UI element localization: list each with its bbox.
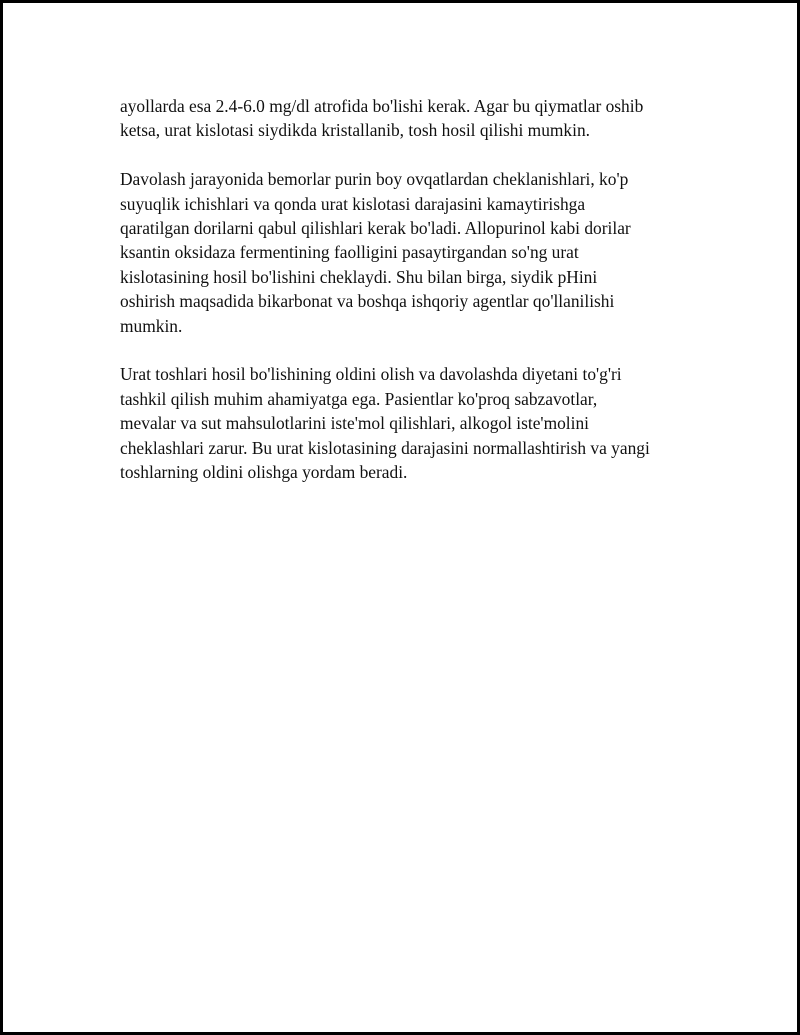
- text-line: ksantin oksidaza fermentining faolligini pasaytirgandan so'ng urat: [120, 242, 579, 263]
- text-line: mumkin.: [120, 315, 183, 336]
- paragraph-prevention-diet: [120, 362, 700, 484]
- text-line: ayollarda esa 2.4-6.0 mg/dl atrofida bo'lishi kerak. Agar bu qiymatlar oshib: [120, 96, 644, 116]
- text-line: kislotasining hosil bo'lishini cheklaydi. Shu bilan birga, siydik pHini: [120, 266, 598, 287]
- text-line: toshlarning oldini olishga yordam beradi.: [120, 462, 408, 483]
- text-line: cheklashlari zarur. Bu urat kislotasining darajasini normallashtirish va yangi: [120, 437, 650, 458]
- text-line: suyuqlik ichishlari va qonda urat kislotasi darajasini kamaytirishga: [120, 193, 586, 214]
- paragraph-uric-acid-levels: [120, 94, 700, 143]
- text-line: tashkil qilish muhim ahamiyatga ega. Pasientlar ko'proq sabzavotlar,: [120, 388, 598, 409]
- document-body: [120, 94, 700, 509]
- paragraph-treatment: [120, 167, 700, 338]
- text-line: Davolash jarayonida bemorlar purin boy ovqatlardan cheklanishlari, ko'p: [120, 169, 629, 190]
- text-line: qaratilgan dorilarni qabul qilishlari kerak bo'ladi. Allopurinol kabi dorilar: [120, 218, 631, 239]
- text-line: mevalar va sut mahsulotlarini iste'mol qilishlari, alkogol iste'molini: [120, 413, 589, 434]
- text-line: oshirish maqsadida bikarbonat va boshqa ishqoriy agentlar qo'llanilishi: [120, 291, 615, 312]
- text-line: ketsa, urat kislotasi siydikda kristallanib, tosh hosil qilishi mumkin.: [120, 120, 591, 141]
- text-line: Urat toshlari hosil bo'lishining oldini olish va davolashda diyetani to'g'ri: [120, 364, 622, 385]
